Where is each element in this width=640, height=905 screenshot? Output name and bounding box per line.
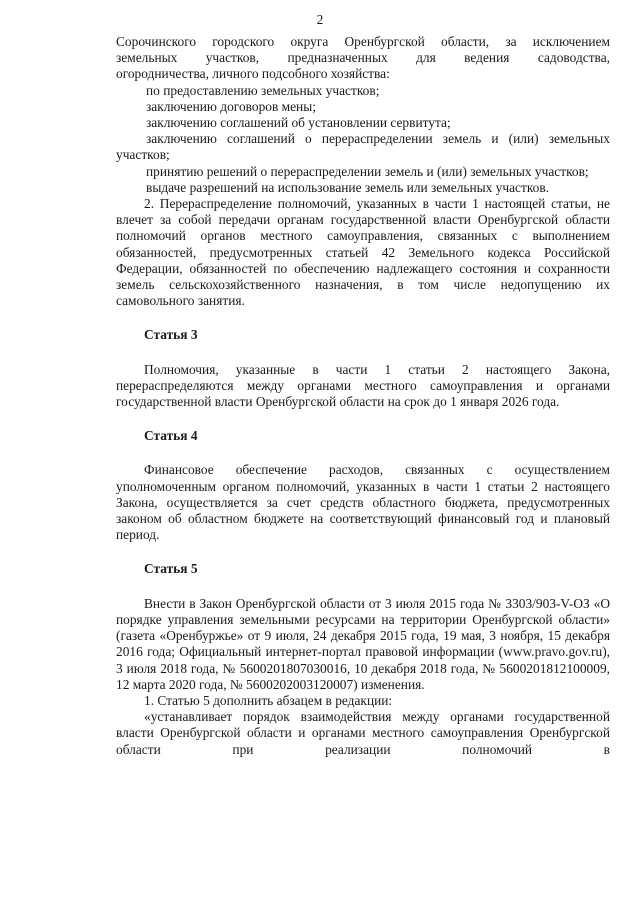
list-item: заключению договоров мены; — [146, 98, 316, 114]
list-item: выдаче разрешений на использование земель или земельных участков. — [146, 179, 550, 195]
article-5-heading: Статья 5 — [144, 561, 198, 577]
article-3-heading: Статья 3 — [144, 327, 198, 343]
list-item: заключению соглашений об установлении сервитута; — [146, 115, 451, 131]
list-item: по предоставлению земельных участков; — [146, 82, 380, 98]
paragraph-2: 2. Перераспределение полномочий, указанных в части 1 настоящей статьи, не влечет за собой передачи органам государственной власти Оренбургской области полномочий органов местного самоуправления, связанных с выполнением обязанностей, предусмотренных статьей 42 Земельного кодекса Российской Федерации, обязанностей по обеспечению надлежащего состояния и сохранности земель сельскохозяйственного назначения, в том числе недопущению их самовольного занятия. — [116, 196, 610, 309]
article-5-text: Внести в Закон Оренбургской области от 3 июля 2015 года № 3303/903-V-ОЗ «О порядке управления земельными ресурсами на территории Оренбургской области» (газета «Оренбуржье» от 9 июля, 24 декабря 2015 года, 19 мая, 3 ноября, 15 декабря 2016 года; Официальный интернет-портал правовой информации (www.pravo.gov.ru), 3 июля 2018 года, № 5600201807030016, 10 декабря 2018 года, № 5600201812100009, 12 марта 2020 года, № 5600202003120007) изменения. — [116, 595, 610, 692]
list-item: заключению соглашений о перераспределении земель и (или) земельных участков; — [116, 131, 610, 163]
article-5-quote: «устанавливает порядок взаимодействия между органами государственной власти Оренбургской области и органами местного самоуправления Оренбургской области при реализации полномочий в — [116, 709, 610, 757]
document-body — [116, 34, 610, 758]
article-5-item-1: 1. Статью 5 дополнить абзацем в редакции: — [144, 692, 393, 708]
article-4-heading: Статья 4 — [144, 428, 198, 444]
article-3-text: Полномочия, указанные в части 1 статьи 2 настоящего Закона, перераспределяются между органами местного самоуправления и органами государственной власти Оренбургской области на срок до 1 января 2026 года. — [116, 361, 610, 410]
intro-line-1: Сорочинского городского округа Оренбургской области, за исключением — [116, 34, 610, 49]
list-item: принятию решений о перераспределении земель и (или) земельных участков; — [146, 163, 589, 179]
article-4-text: Финансовое обеспечение расходов, связанных с осуществлением уполномоченным органом полномочий, указанных в части 1 статьи 2 настоящего Закона, осуществляется за счет средств областного бюджета, предусмотренных законом об областном бюджете на соответствующий финансовый год и плановый период. — [116, 462, 610, 543]
intro-line-2: земельных участков, предназначенных для ведения садоводства, — [116, 50, 610, 66]
page-number: 2 — [316, 12, 324, 27]
intro-line-3: огородничества, личного подсобного хозяйства: — [116, 66, 390, 82]
